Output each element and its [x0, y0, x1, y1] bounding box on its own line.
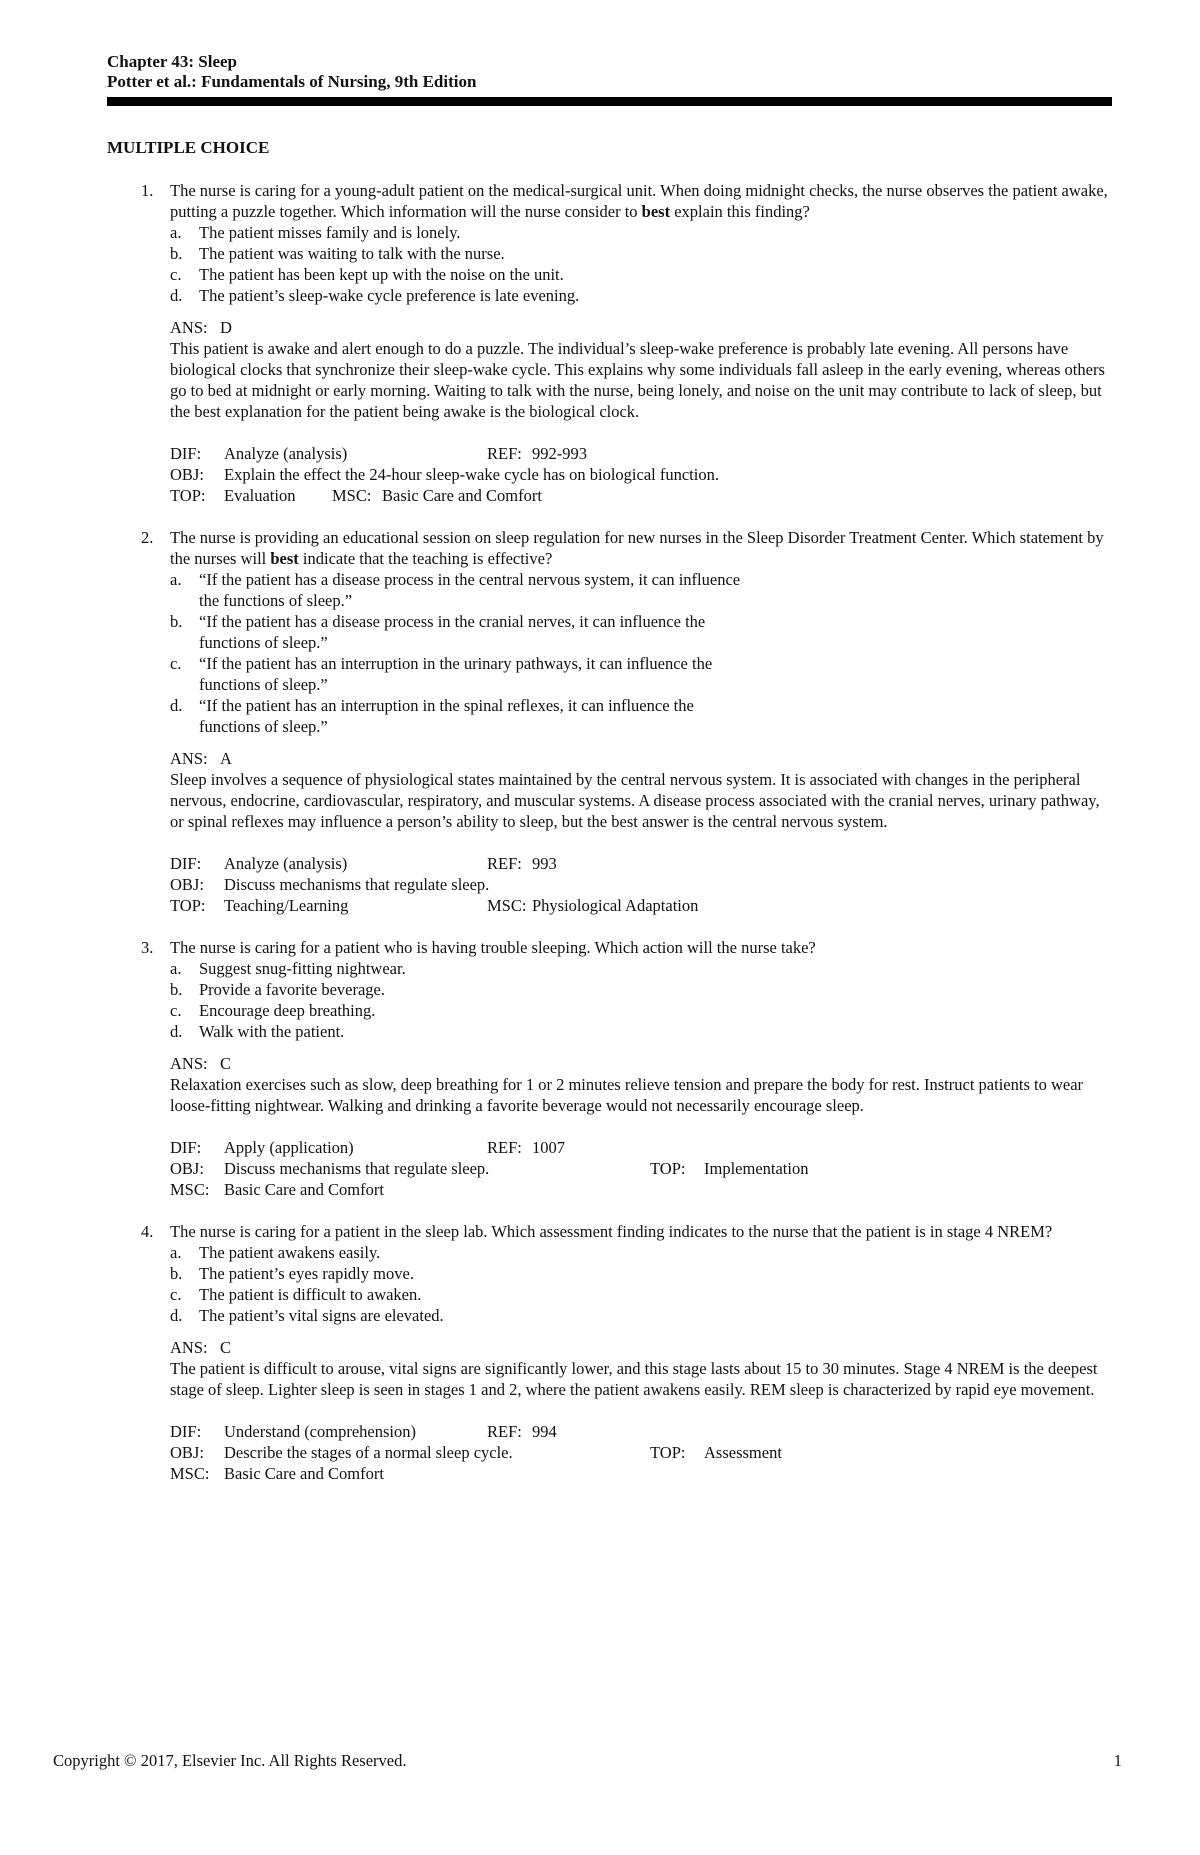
option-letter: b. — [170, 244, 183, 263]
msc-label: MSC: — [332, 486, 372, 505]
option-text: The patient’s eyes rapidly move. — [199, 1264, 414, 1283]
options-list — [170, 222, 1112, 306]
rationale: This patient is awake and alert enough to do a puzzle. The individual’s sleep-wake preference is probably late evening. All persons have biological clocks that synchronize their sleep-wake cycle. This explains why some individuals fall asleep in the early evening, whereas others go to bed at midnight or early morning. Waiting to talk with the nurse, being lonely, and noise on the unit may contribute to lack of sleep, but the best explanation for the patient being awake is the biological clock. — [170, 339, 1105, 421]
option-letter: b. — [170, 980, 183, 999]
stem-text: The nurse is caring for a young-adult patient on the medical-surgical unit. When doing midnight checks, the nurse observes the patient awake, putting a puzzle together. Which information will the nurse consider to — [170, 181, 1108, 221]
question-metadata — [170, 1137, 1112, 1200]
option-c — [170, 1000, 1112, 1021]
obj-label: OBJ: — [170, 875, 204, 894]
ref-value: 994 — [532, 1422, 557, 1441]
dif-value: Analyze (analysis) — [224, 444, 348, 463]
ref-label: REF: — [487, 444, 522, 463]
option-text: functions of sleep.” — [199, 717, 328, 736]
option-c — [170, 264, 1112, 285]
answer-key: ANS: C — [170, 1338, 231, 1357]
obj-label: OBJ: — [170, 1443, 204, 1462]
rationale: Sleep involves a sequence of physiological states maintained by the central nervous system. It is associated with changes in the peripheral nervous, endocrine, cardiovascular, respiratory, and muscular systems. A disease process associated with the cranial nerves, urinary pathway, or spinal reflexes may influence a person’s ability to sleep, but the best answer is the central nervous system. — [170, 770, 1100, 831]
dif-value: Analyze (analysis) — [224, 854, 348, 873]
ref-value: 1007 — [532, 1138, 565, 1157]
option-text: the functions of sleep.” — [199, 591, 353, 610]
question-metadata — [170, 1421, 1112, 1484]
stem-emphasis: best — [641, 202, 671, 221]
answer-key: ANS: D — [170, 318, 232, 337]
option-letter: d. — [170, 1022, 183, 1041]
option-b — [170, 979, 1112, 1000]
option-b — [170, 1263, 1112, 1284]
section-title: MULTIPLE CHOICE — [107, 138, 270, 157]
question-number: 4. — [141, 1222, 154, 1241]
option-d — [170, 285, 1112, 306]
page-footer — [53, 1751, 1122, 1771]
top-label: TOP: — [650, 1159, 686, 1178]
stem-text: The nurse is providing an educational session on sleep regulation for new nurses in the Sleep Disorder Treatment Center. Which statement by the nurses will — [170, 528, 1104, 568]
stem-text: explain this finding? — [670, 202, 810, 221]
question-stem — [170, 527, 1112, 569]
rationale: Relaxation exercises such as slow, deep breathing for 1 or 2 minutes relieve tension and prepare the body for rest. Instruct patients to wear loose-fitting nightwear. Walking and drinking a favorite beverage would not necessarily encourage sleep. — [170, 1075, 1084, 1115]
option-letter: c. — [170, 654, 182, 673]
questions-list — [107, 180, 1112, 1484]
question-metadata — [170, 853, 1112, 916]
document-header — [107, 52, 476, 92]
option-text: “If the patient has an interruption in the spinal reflexes, it can influence the — [199, 696, 694, 715]
option-d — [170, 695, 1112, 737]
dif-label: DIF: — [170, 1422, 202, 1441]
msc-value: Basic Care and Comfort — [224, 1464, 384, 1483]
copyright-notice: Copyright © 2017, Elsevier Inc. All Rights Reserved. — [53, 1751, 407, 1770]
question-number: 1. — [141, 181, 154, 200]
top-label: TOP: — [170, 486, 206, 505]
msc-value: Basic Care and Comfort — [382, 486, 542, 505]
question-number: 3. — [141, 938, 154, 957]
obj-value: Describe the stages of a normal sleep cycle. — [224, 1443, 513, 1462]
option-d — [170, 1305, 1112, 1326]
book-title: Potter et al.: Fundamentals of Nursing, 9th Edition — [107, 72, 477, 91]
option-letter: d. — [170, 286, 183, 305]
option-text: Suggest snug-fitting nightwear. — [199, 959, 406, 978]
option-text: Encourage deep breathing. — [199, 1001, 376, 1020]
dif-label: DIF: — [170, 854, 202, 873]
option-text: The patient has been kept up with the noise on the unit. — [199, 265, 564, 284]
top-value: Evaluation — [224, 486, 296, 505]
ref-value: 992-993 — [532, 444, 587, 463]
option-letter: b. — [170, 1264, 183, 1283]
obj-value: Explain the effect the 24-hour sleep-wake cycle has on biological function. — [224, 465, 719, 484]
ref-label: REF: — [487, 1422, 522, 1441]
question-metadata — [170, 443, 1112, 506]
option-text: The patient awakens easily. — [199, 1243, 381, 1262]
option-text: The patient’s vital signs are elevated. — [199, 1306, 444, 1325]
obj-label: OBJ: — [170, 1159, 204, 1178]
msc-value: Basic Care and Comfort — [224, 1180, 384, 1199]
answer-key: ANS: C — [170, 1054, 231, 1073]
rationale: The patient is difficult to arouse, vital signs are significantly lower, and this stage lasts about 15 to 30 minutes. Stage 4 NREM is the deepest stage of sleep. Lighter sleep is seen in stages 1 and 2, where the patient awakens easily. REM sleep is characterized by rapid eye movement. — [170, 1359, 1098, 1399]
option-b — [170, 611, 1112, 653]
question-stem: The nurse is caring for a patient who is having trouble sleeping. Which action will the nurse take? — [170, 938, 816, 957]
top-value: Implementation — [704, 1159, 809, 1178]
ref-label: REF: — [487, 854, 522, 873]
option-letter: b. — [170, 612, 183, 631]
page-number: 1 — [1113, 1751, 1122, 1770]
option-letter: d. — [170, 696, 183, 715]
options-list — [170, 958, 1112, 1042]
option-letter: d. — [170, 1306, 183, 1325]
option-text: Provide a favorite beverage. — [199, 980, 385, 999]
option-text: The patient is difficult to awaken. — [199, 1285, 422, 1304]
option-c — [170, 1284, 1112, 1305]
question-3 — [107, 937, 1112, 1200]
option-a — [170, 958, 1112, 979]
stem-text: indicate that the teaching is effective? — [298, 549, 553, 568]
option-c — [170, 653, 1112, 695]
obj-label: OBJ: — [170, 465, 204, 484]
options-list — [170, 1242, 1112, 1326]
answer-key: ANS: A — [170, 749, 232, 768]
question-stem — [170, 180, 1112, 222]
header-rule — [107, 97, 1112, 106]
top-value: Teaching/Learning — [224, 896, 349, 915]
ref-value: 993 — [532, 854, 557, 873]
options-list — [170, 569, 1112, 737]
option-text: “If the patient has a disease process in the central nervous system, it can influence — [199, 570, 741, 589]
obj-value: Discuss mechanisms that regulate sleep. — [224, 1159, 490, 1178]
top-value: Assessment — [704, 1443, 782, 1462]
option-letter: c. — [170, 265, 182, 284]
option-letter: a. — [170, 223, 182, 242]
msc-label: MSC: — [170, 1464, 210, 1483]
question-stem: The nurse is caring for a patient in the sleep lab. Which assessment finding indicates to the nurse that the patient is in stage 4 NREM? — [170, 1222, 1053, 1241]
question-1 — [107, 180, 1112, 506]
option-letter: a. — [170, 959, 182, 978]
option-letter: a. — [170, 570, 182, 589]
top-label: TOP: — [170, 896, 206, 915]
option-text: functions of sleep.” — [199, 633, 328, 652]
option-d — [170, 1021, 1112, 1042]
msc-value: Physiological Adaptation — [532, 896, 699, 915]
option-text: The patient’s sleep-wake cycle preference is late evening. — [199, 286, 580, 305]
option-text: The patient misses family and is lonely. — [199, 223, 461, 242]
question-number: 2. — [141, 528, 154, 547]
option-letter: c. — [170, 1001, 182, 1020]
stem-emphasis: best — [270, 549, 299, 568]
obj-value: Discuss mechanisms that regulate sleep. — [224, 875, 490, 894]
dif-value: Apply (application) — [224, 1138, 354, 1157]
option-text: “If the patient has a disease process in the cranial nerves, it can influence the — [199, 612, 706, 631]
dif-label: DIF: — [170, 444, 202, 463]
dif-label: DIF: — [170, 1138, 202, 1157]
option-text: “If the patient has an interruption in the urinary pathways, it can influence the — [199, 654, 713, 673]
question-4 — [107, 1221, 1112, 1484]
option-letter: c. — [170, 1285, 182, 1304]
option-text: The patient was waiting to talk with the nurse. — [199, 244, 505, 263]
question-2 — [107, 527, 1112, 916]
option-letter: a. — [170, 1243, 182, 1262]
msc-label: MSC: — [170, 1180, 210, 1199]
option-text: functions of sleep.” — [199, 675, 328, 694]
ref-label: REF: — [487, 1138, 522, 1157]
top-label: TOP: — [650, 1443, 686, 1462]
option-a — [170, 569, 1112, 611]
chapter-title: Chapter 43: Sleep — [107, 52, 238, 71]
dif-value: Understand (comprehension) — [224, 1422, 416, 1441]
option-a — [170, 1242, 1112, 1263]
msc-label: MSC: — [487, 896, 527, 915]
option-text: Walk with the patient. — [199, 1022, 345, 1041]
option-b — [170, 243, 1112, 264]
option-a — [170, 222, 1112, 243]
